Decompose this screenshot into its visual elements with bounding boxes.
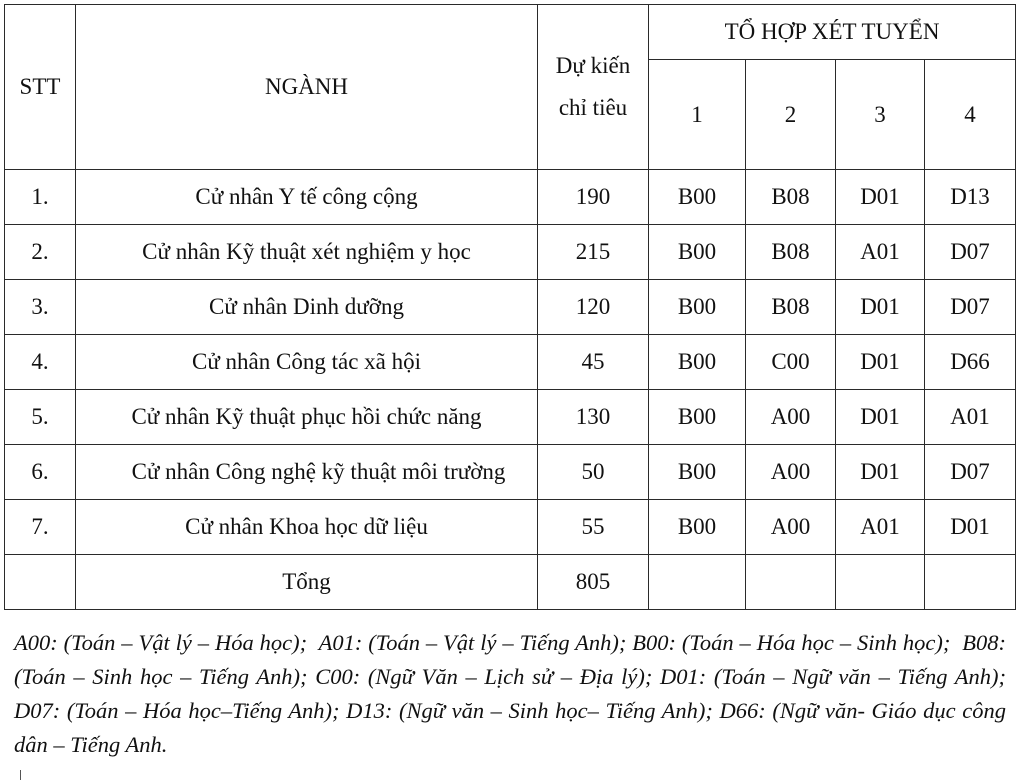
row-combo-4: D13 bbox=[925, 170, 1016, 225]
row-major: Cử nhân Công nghệ kỹ thuật môi trường bbox=[76, 445, 538, 500]
table-row bbox=[5, 500, 1016, 555]
row-combo-4: D07 bbox=[925, 280, 1016, 335]
row-quota: 190 bbox=[538, 170, 649, 225]
row-quota: 130 bbox=[538, 390, 649, 445]
row-combo-1: B00 bbox=[649, 500, 746, 555]
row-combo-3: D01 bbox=[836, 390, 925, 445]
row-combo-2: B08 bbox=[746, 225, 836, 280]
table-row bbox=[5, 170, 1016, 225]
row-major: Cử nhân Kỹ thuật xét nghiệm y học bbox=[76, 225, 538, 280]
row-combo-4: A01 bbox=[925, 390, 1016, 445]
row-combo-2: B08 bbox=[746, 280, 836, 335]
row-combo-4: D07 bbox=[925, 225, 1016, 280]
row-combo-4: D07 bbox=[925, 445, 1016, 500]
row-stt: 1. bbox=[5, 170, 76, 225]
table-row bbox=[5, 390, 1016, 445]
row-combo-1: B00 bbox=[649, 445, 746, 500]
row-combo-1: B00 bbox=[649, 225, 746, 280]
total-empty-1 bbox=[649, 555, 746, 610]
row-combo-4: D01 bbox=[925, 500, 1016, 555]
row-combo-3: A01 bbox=[836, 225, 925, 280]
row-combo-1: B00 bbox=[649, 280, 746, 335]
row-combo-1: B00 bbox=[649, 390, 746, 445]
combination-notes-text: A00: (Toán – Vật lý – Hóa học); A01: (Toán – Vật lý – Tiếng Anh); B00: (Toán – Hóa học – Sinh học); B08: (Toán – Sinh học – Tiếng Anh); C00: (Ngữ Văn – Lịch sử – Địa lý); D01: (Toán – Ngữ văn – Tiếng Anh); D07: (Toán – Hóa học–Tiếng Anh); D13: (Ngữ văn – Sinh học– Tiếng Anh); D66: (Ngữ văn- Giáo dục công dân – Tiếng Anh. bbox=[14, 630, 1012, 757]
row-quota: 55 bbox=[538, 500, 649, 555]
row-combo-2: A00 bbox=[746, 500, 836, 555]
row-combo-3: A01 bbox=[836, 500, 925, 555]
row-stt: 2. bbox=[5, 225, 76, 280]
table-row bbox=[5, 225, 1016, 280]
total-stt-empty bbox=[5, 555, 76, 610]
total-empty-2 bbox=[746, 555, 836, 610]
row-quota: 120 bbox=[538, 280, 649, 335]
header-combo-4: 4 bbox=[925, 60, 1016, 170]
total-row bbox=[5, 555, 1016, 610]
row-combo-3: D01 bbox=[836, 170, 925, 225]
row-combo-2: B08 bbox=[746, 170, 836, 225]
total-value: 805 bbox=[538, 555, 649, 610]
row-combo-2: A00 bbox=[746, 390, 836, 445]
row-combo-1: B00 bbox=[649, 335, 746, 390]
row-quota: 50 bbox=[538, 445, 649, 500]
header-quota-line1: Dự kiến bbox=[555, 53, 631, 78]
row-stt: 5. bbox=[5, 390, 76, 445]
row-combo-2: A00 bbox=[746, 445, 836, 500]
header-quota bbox=[538, 5, 649, 170]
row-combo-2: C00 bbox=[746, 335, 836, 390]
row-combo-3: D01 bbox=[836, 445, 925, 500]
total-label: Tổng bbox=[76, 555, 538, 610]
row-combo-4: D66 bbox=[925, 335, 1016, 390]
table-row bbox=[5, 280, 1016, 335]
row-major: Cử nhân Kỹ thuật phục hồi chức năng bbox=[76, 390, 538, 445]
header-combo-group: TỔ HỢP XÉT TUYỂN bbox=[649, 5, 1016, 60]
header-quota-line2: chỉ tiêu bbox=[558, 95, 628, 120]
page-mark bbox=[20, 770, 21, 780]
total-empty-3 bbox=[836, 555, 925, 610]
row-stt: 3. bbox=[5, 280, 76, 335]
row-combo-3: D01 bbox=[836, 335, 925, 390]
row-quota: 45 bbox=[538, 335, 649, 390]
header-combo-1: 1 bbox=[649, 60, 746, 170]
row-stt: 6. bbox=[5, 445, 76, 500]
combination-notes bbox=[14, 626, 1012, 762]
header-combo-3: 3 bbox=[836, 60, 925, 170]
header-major: NGÀNH bbox=[76, 5, 538, 170]
row-stt: 4. bbox=[5, 335, 76, 390]
total-empty-4 bbox=[925, 555, 1016, 610]
row-major: Cử nhân Khoa học dữ liệu bbox=[76, 500, 538, 555]
admissions-table bbox=[4, 4, 1016, 610]
table-row bbox=[5, 335, 1016, 390]
header-stt: STT bbox=[5, 5, 76, 170]
row-combo-1: B00 bbox=[649, 170, 746, 225]
table-row bbox=[5, 445, 1016, 500]
row-major: Cử nhân Dinh dưỡng bbox=[76, 280, 538, 335]
row-combo-3: D01 bbox=[836, 280, 925, 335]
row-stt: 7. bbox=[5, 500, 76, 555]
row-major: Cử nhân Y tế công cộng bbox=[76, 170, 538, 225]
header-combo-2: 2 bbox=[746, 60, 836, 170]
row-quota: 215 bbox=[538, 225, 649, 280]
row-major: Cử nhân Công tác xã hội bbox=[76, 335, 538, 390]
